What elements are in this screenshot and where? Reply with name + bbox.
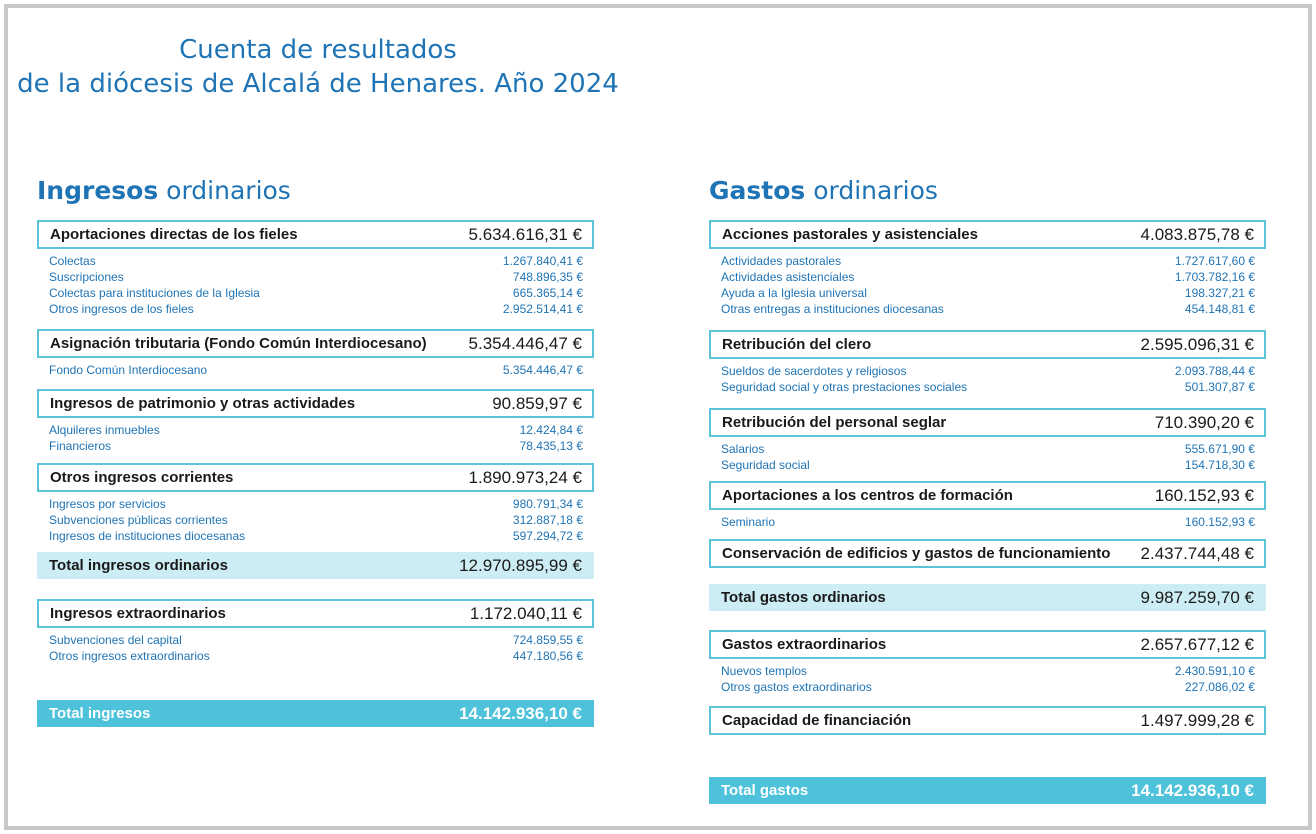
ingresos-group-aportaciones (37, 220, 594, 317)
group-items (709, 659, 1266, 695)
item-amount: 665.365,14 € (512, 286, 583, 300)
group-items (709, 359, 1266, 395)
group-amount: 1.497.999,28 € (1140, 710, 1254, 730)
ingresos-heading (37, 175, 594, 211)
item-amount: 12.424,84 € (519, 423, 583, 437)
item-label: Ayuda a la Iglesia universal (721, 286, 867, 300)
total-amount: 14.142.936,10 € (459, 703, 582, 723)
line-item (37, 422, 594, 438)
line-item (709, 663, 1266, 679)
group-header (37, 329, 594, 358)
gastos-group-acciones (709, 220, 1266, 317)
item-label: Subvenciones del capital (49, 633, 182, 647)
group-header (709, 481, 1266, 510)
ingresos-column (37, 175, 594, 723)
line-item (709, 363, 1266, 379)
ingresos-heading-light: ordinarios (166, 176, 291, 205)
item-amount: 312.887,18 € (512, 513, 583, 527)
group-amount: 1.172.040,11 € (469, 603, 582, 623)
item-amount: 555.671,90 € (1184, 442, 1255, 456)
line-item (709, 301, 1266, 317)
gastos-group-clero (709, 330, 1266, 395)
total-label: Total ingresos ordinarios (49, 557, 228, 574)
item-label: Suscripciones (49, 270, 124, 284)
item-amount: 2.430.591,10 € (1174, 664, 1255, 678)
group-header (709, 706, 1266, 735)
line-item (37, 285, 594, 301)
item-label: Otros gastos extraordinarios (721, 680, 872, 694)
item-amount: 160.152,93 € (1184, 515, 1255, 529)
item-label: Actividades pastorales (721, 254, 842, 268)
line-item (709, 253, 1266, 269)
item-amount: 724.859,55 € (512, 633, 583, 647)
group-header (709, 408, 1266, 437)
ingresos-heading-strong: Ingresos (37, 176, 159, 205)
item-amount: 227.086,02 € (1184, 680, 1255, 694)
item-label: Nuevos templos (721, 664, 808, 678)
line-item (37, 648, 594, 664)
item-label: Financieros (49, 439, 112, 453)
group-label: Acciones pastorales y asistenciales (722, 226, 978, 243)
line-item (37, 632, 594, 648)
group-amount: 160.152,93 € (1154, 485, 1254, 505)
total-gastos (709, 777, 1266, 804)
total-amount: 14.142.936,10 € (1131, 780, 1254, 800)
group-header (37, 389, 594, 418)
item-amount: 5.354.446,47 € (502, 363, 583, 377)
group-amount: 1.890.973,24 € (468, 467, 582, 487)
item-label: Sueldos de sacerdotes y religiosos (721, 364, 907, 378)
gastos-heading-light: ordinarios (813, 176, 938, 205)
line-item (37, 362, 594, 378)
group-label: Ingresos de patrimonio y otras actividades (50, 395, 356, 412)
total-ingresos-ordinarios (37, 552, 594, 579)
line-item (37, 253, 594, 269)
gastos-group-formacion (709, 481, 1266, 530)
group-header (37, 220, 594, 249)
line-item (709, 441, 1266, 457)
total-label: Total gastos ordinarios (721, 589, 886, 606)
line-item (709, 285, 1266, 301)
gastos-column (709, 175, 1266, 800)
item-amount: 154.718,30 € (1184, 458, 1255, 472)
gastos-group-extraordinarios (709, 630, 1266, 695)
line-item (709, 379, 1266, 395)
item-label: Colectas para instituciones de la Iglesia (49, 286, 260, 300)
group-amount: 5.354.446,47 € (468, 333, 582, 353)
item-label: Otros ingresos de los fieles (49, 302, 194, 316)
item-label: Alquileres inmuebles (49, 423, 160, 437)
total-ingresos (37, 700, 594, 727)
group-label: Gastos extraordinarios (722, 636, 887, 653)
item-amount: 447.180,56 € (512, 649, 583, 663)
group-label: Capacidad de financiación (722, 712, 912, 729)
item-label: Actividades asistenciales (721, 270, 855, 284)
group-amount: 2.437.744,48 € (1140, 543, 1254, 563)
group-items (709, 249, 1266, 317)
group-header (709, 630, 1266, 659)
item-amount: 980.791,34 € (512, 497, 583, 511)
line-item (37, 438, 594, 454)
item-label: Otras entregas a instituciones diocesanas (721, 302, 944, 316)
group-items (37, 628, 594, 664)
group-amount: 710.390,20 € (1154, 412, 1254, 432)
group-header (37, 599, 594, 628)
ingresos-group-otros (37, 463, 594, 544)
group-amount: 4.083.875,78 € (1140, 224, 1254, 244)
group-amount: 90.859,97 € (492, 393, 582, 413)
total-amount: 12.970.895,99 € (459, 555, 582, 575)
title-line-2: de la diócesis de Alcalá de Henares. Año 2024 (17, 69, 619, 99)
gastos-group-capacidad (709, 706, 1266, 735)
group-header (709, 330, 1266, 359)
item-label: Seminario (721, 515, 776, 529)
line-item (709, 514, 1266, 530)
item-amount: 501.307,87 € (1184, 380, 1255, 394)
group-header (709, 539, 1266, 568)
group-items (37, 249, 594, 317)
item-label: Seguridad social y otras prestaciones sociales (721, 380, 968, 394)
item-amount: 198.327,21 € (1184, 286, 1255, 300)
group-label: Asignación tributaria (Fondo Común Interdiocesano) (50, 335, 427, 352)
gastos-group-seglar (709, 408, 1266, 473)
ingresos-group-asignacion (37, 329, 594, 378)
item-amount: 1.727.617,60 € (1174, 254, 1255, 268)
ingresos-group-patrimonio (37, 389, 594, 454)
line-item (709, 679, 1266, 695)
item-label: Colectas (49, 254, 96, 268)
group-items (37, 418, 594, 454)
total-amount: 9.987.259,70 € (1140, 587, 1254, 607)
item-label: Fondo Común Interdiocesano (49, 363, 208, 377)
gastos-group-conservacion (709, 539, 1266, 568)
group-items (37, 492, 594, 544)
item-label: Ingresos por servicios (49, 497, 166, 511)
group-label: Aportaciones a los centros de formación (722, 487, 1013, 504)
group-label: Retribución del personal seglar (722, 414, 947, 431)
group-amount: 2.595.096,31 € (1140, 334, 1254, 354)
line-item (37, 496, 594, 512)
gastos-heading-strong: Gastos (709, 176, 806, 205)
item-amount: 454.148,81 € (1184, 302, 1255, 316)
item-amount: 2.952.514,41 € (502, 302, 583, 316)
line-item (37, 528, 594, 544)
line-item (709, 457, 1266, 473)
total-label: Total ingresos (49, 705, 151, 722)
item-amount: 1.703.782,16 € (1174, 270, 1255, 284)
gastos-heading (709, 175, 1266, 211)
item-label: Ingresos de instituciones diocesanas (49, 529, 246, 543)
group-header (37, 463, 594, 492)
total-label: Total gastos (721, 782, 809, 799)
group-items (37, 358, 594, 378)
line-item (37, 301, 594, 317)
line-item (37, 512, 594, 528)
item-label: Otros ingresos extraordinarios (49, 649, 210, 663)
document-title (0, 33, 636, 101)
item-label: Seguridad social (721, 458, 810, 472)
title-line-1: Cuenta de resultados (179, 35, 457, 65)
group-items (709, 437, 1266, 473)
group-items (709, 510, 1266, 530)
line-item (37, 269, 594, 285)
group-label: Retribución del clero (722, 336, 872, 353)
item-amount: 748.896,35 € (512, 270, 583, 284)
group-label: Conservación de edificios y gastos de funcionamiento (722, 545, 1111, 562)
group-label: Aportaciones directas de los fieles (50, 226, 298, 243)
ingresos-group-extraordinarios (37, 599, 594, 664)
item-label: Subvenciones públicas corrientes (49, 513, 228, 527)
item-amount: 597.294,72 € (512, 529, 583, 543)
item-label: Salarios (721, 442, 765, 456)
group-label: Otros ingresos corrientes (50, 469, 234, 486)
item-amount: 1.267.840,41 € (502, 254, 583, 268)
item-amount: 78.435,13 € (519, 439, 583, 453)
item-amount: 2.093.788,44 € (1174, 364, 1255, 378)
line-item (709, 269, 1266, 285)
group-label: Ingresos extraordinarios (50, 605, 226, 622)
total-gastos-ordinarios (709, 584, 1266, 611)
group-header (709, 220, 1266, 249)
group-amount: 5.634.616,31 € (468, 224, 582, 244)
group-amount: 2.657.677,12 € (1140, 634, 1254, 654)
